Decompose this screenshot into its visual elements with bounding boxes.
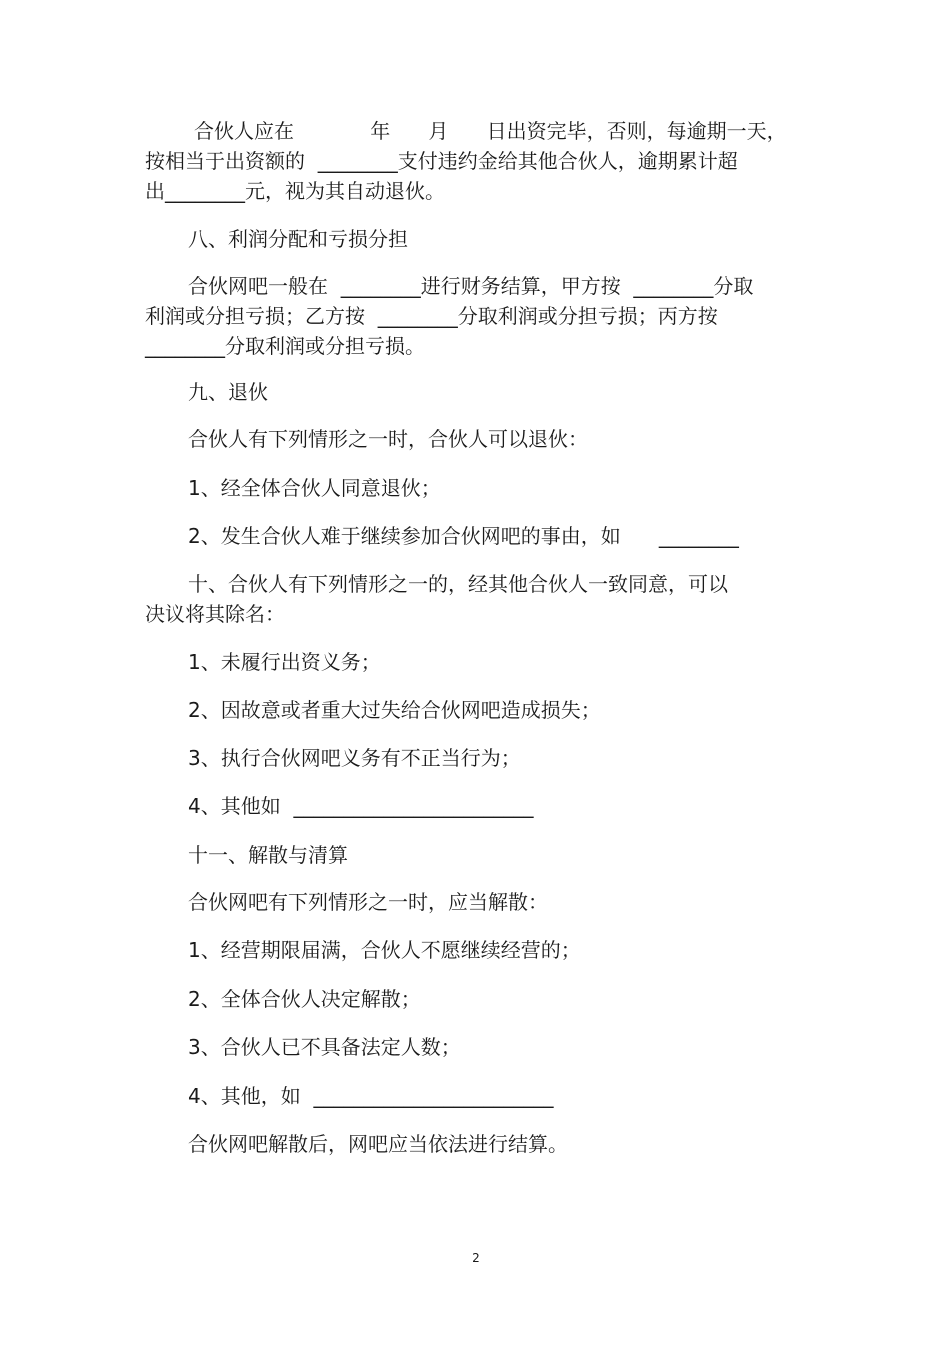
clause-eight-line-1: 合伙网吧一般在 ________进行财务结算，甲方按 ________分取 bbox=[188, 274, 754, 298]
clause-ten-item-2: 2、因故意或者重大过失给合伙网吧造成损失； bbox=[188, 698, 601, 722]
clause-ten-item-4: 4、其他如 ________________________ bbox=[188, 794, 534, 818]
clause-seven-line-1: 合伙人应在 年 月 日出资完毕，否则，每逾期一天， bbox=[194, 119, 787, 143]
clause-eleven-item-1: 1、经营期限届满，合伙人不愿继续经营的； bbox=[188, 938, 581, 962]
clause-nine-intro: 合伙人有下列情形之一时，合伙人可以退伙： bbox=[188, 427, 588, 451]
clause-eight-line-2: 利润或分担亏损；乙方按 ________分取利润或分担亏损；丙方按 bbox=[145, 304, 718, 328]
page-number: 2 bbox=[472, 1251, 480, 1265]
clause-eight-line-3: ________分取利润或分担亏损。 bbox=[145, 334, 425, 358]
clause-ten-item-1: 1、未履行出资义务； bbox=[188, 650, 381, 674]
section-heading-nine: 九、退伙 bbox=[188, 380, 268, 404]
clause-eleven-item-4: 4、其他，如 ________________________ bbox=[188, 1084, 554, 1108]
section-heading-ten-line-1: 十、合伙人有下列情形之一的，经其他合伙人一致同意，可以 bbox=[188, 572, 728, 596]
clause-seven-line-3: 出________元，视为其自动退伙。 bbox=[145, 179, 445, 203]
clause-seven-line-2: 按相当于出资额的 ________支付违约金给其他合伙人，逾期累计超 bbox=[145, 149, 738, 173]
clause-eleven-closing: 合伙网吧解散后，网吧应当依法进行结算。 bbox=[188, 1132, 568, 1156]
clause-nine-item-1: 1、经全体合伙人同意退伙； bbox=[188, 476, 441, 500]
clause-ten-item-3: 3、执行合伙网吧义务有不正当行为； bbox=[188, 746, 521, 770]
section-heading-ten-line-2: 决议将其除名： bbox=[145, 602, 285, 626]
clause-eleven-item-2: 2、全体合伙人决定解散； bbox=[188, 987, 421, 1011]
clause-nine-item-2: 2、发生合伙人难于继续参加合伙网吧的事由，如 ________ bbox=[188, 524, 739, 548]
clause-eleven-intro: 合伙网吧有下列情形之一时，应当解散： bbox=[188, 890, 548, 914]
clause-eleven-item-3: 3、合伙人已不具备法定人数； bbox=[188, 1035, 461, 1059]
section-heading-eleven: 十一、解散与清算 bbox=[188, 843, 348, 867]
section-heading-eight: 八、利润分配和亏损分担 bbox=[188, 227, 408, 251]
